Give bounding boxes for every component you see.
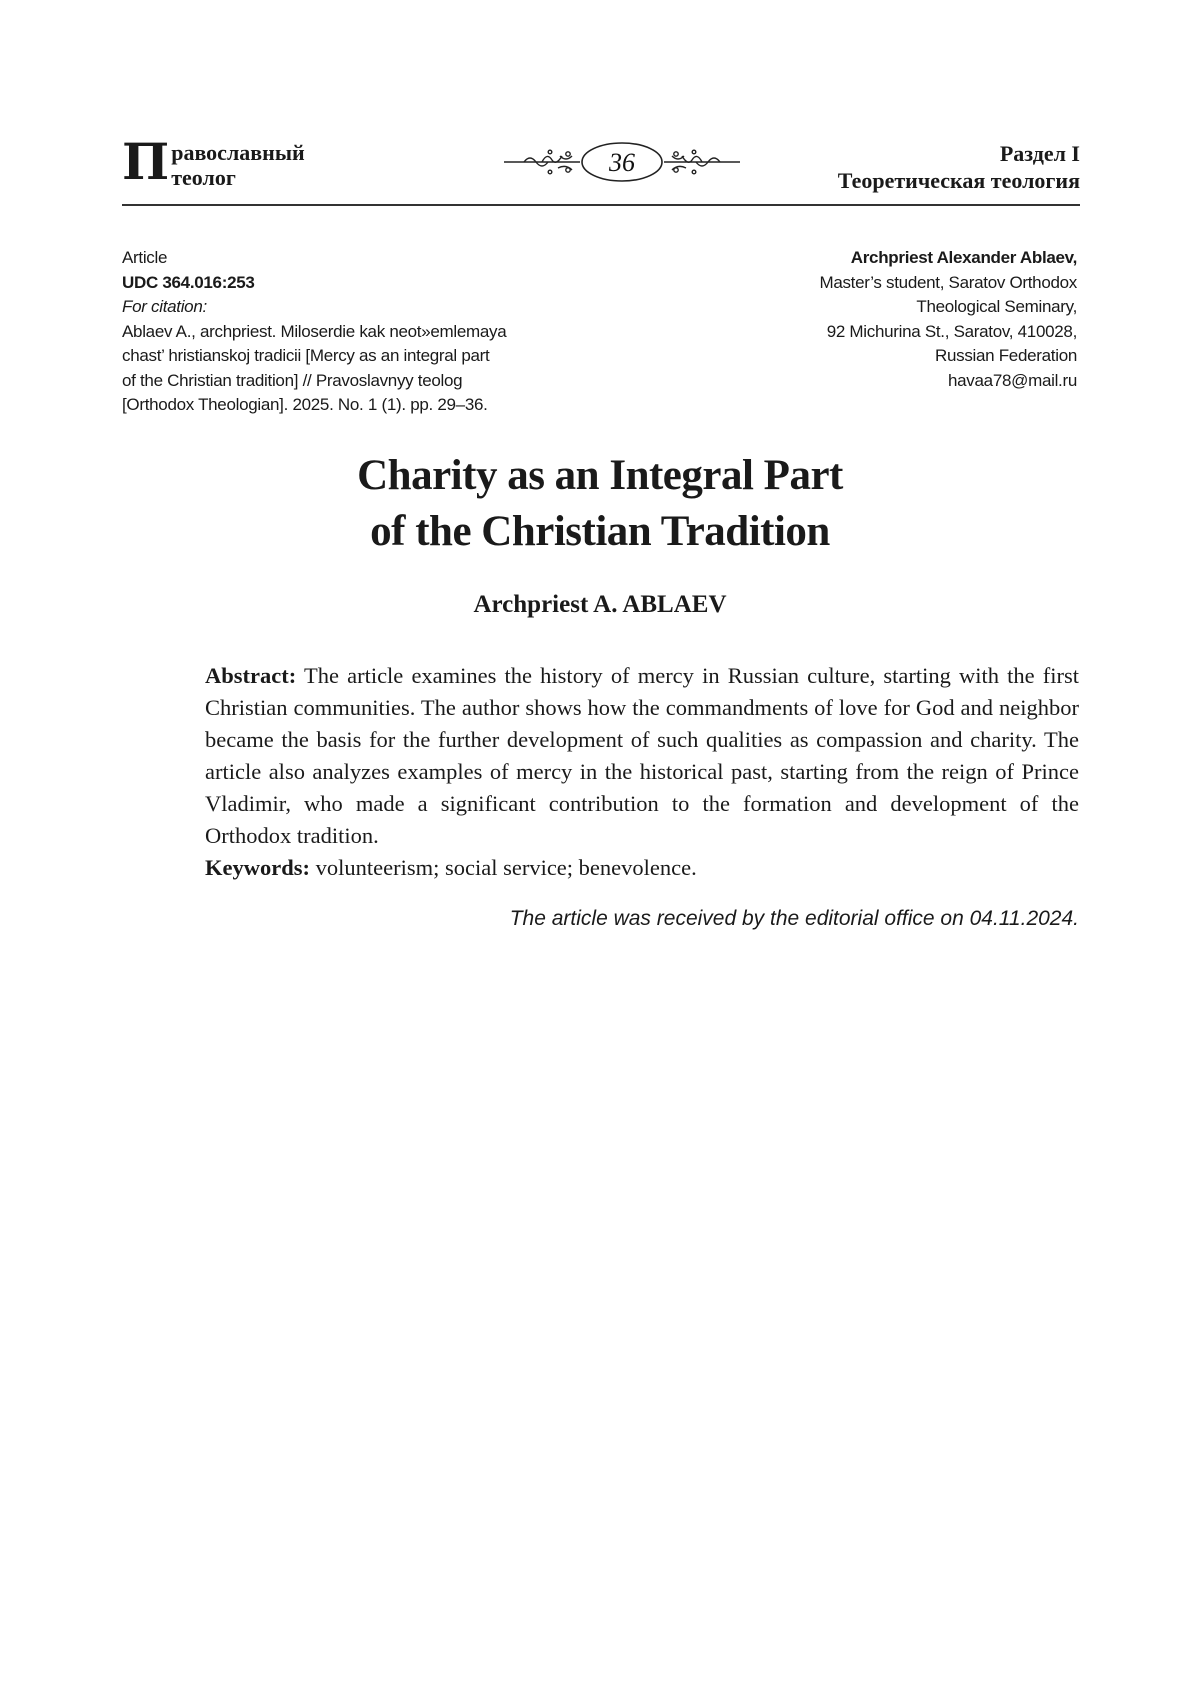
ornament-icon: [502, 138, 742, 186]
logo-initial: П: [122, 132, 168, 191]
section-line-1: Раздел I: [999, 141, 1080, 166]
article-title: [0, 448, 1200, 560]
citation-line: of the Christian tradition] // Pravoslavnyy teolog: [122, 370, 463, 390]
author-affiliation: [717, 246, 1077, 393]
citation-line: [Orthodox Theologian]. 2025. No. 1 (1). pp. 29–36.: [122, 395, 488, 414]
title-line-2: of the Christian Tradition: [370, 508, 830, 555]
citation-label: For citation:: [122, 297, 207, 316]
page-header: [122, 132, 1080, 204]
article-type: Article: [122, 248, 168, 267]
article-meta: [122, 246, 562, 418]
affiliation-line: Russian Federation: [934, 346, 1077, 365]
affiliation-line: 92 Michurina St., Saratov, 410028,: [826, 321, 1077, 341]
header-divider: [122, 204, 1080, 206]
udc-code: UDC 364.016:253: [122, 272, 255, 292]
affiliation-line: Master’s student, Saratov Orthodox: [819, 272, 1077, 292]
section-heading: [838, 140, 1080, 194]
abstract: [205, 660, 1079, 852]
journal-logo: [122, 132, 305, 191]
page-number-ornament: [502, 138, 742, 186]
keywords: [205, 852, 1079, 884]
author-full-name: Archpriest Alexander Ablaev,: [850, 248, 1077, 267]
abstract-label: Abstract:: [205, 663, 297, 688]
keywords-label: Keywords:: [205, 855, 310, 880]
citation-line: Ablaev A., archpriest. Miloserdie kak neot»emlemaya: [122, 321, 507, 341]
author-email: havaa78@mail.ru: [948, 370, 1077, 390]
article-author: Archpriest A. ABLAEV: [473, 591, 727, 618]
keywords-text: volunteerism; social service; benevolence.: [310, 855, 697, 880]
logo-line-2: теолог: [171, 165, 236, 190]
logo-line-1: равославный: [171, 140, 305, 165]
abstract-text: The article examines the history of mercy in Russian culture, starting with the first Christian communities. The author shows how the commandments of love for God and neighbor became the basis for the further development of such qualities as compassion and charity. The article also analyzes examples of mercy in the historical past, starting from the reign of Prince Vladimir, who made a significant contribution to the formation and development of the Orthodox tradition.: [205, 663, 1079, 848]
page-number: 36: [609, 148, 635, 177]
citation-line: chast’ hristianskoj tradicii [Mercy as an integral part: [122, 346, 490, 365]
title-line-1: Charity as an Integral Part: [357, 452, 843, 499]
received-date-note: The article was received by the editorial office on 04.11.2024.: [509, 907, 1079, 930]
section-line-2: Теоретическая теология: [837, 168, 1080, 193]
logo-text: [171, 140, 304, 190]
affiliation-line: Theological Seminary,: [916, 297, 1077, 316]
